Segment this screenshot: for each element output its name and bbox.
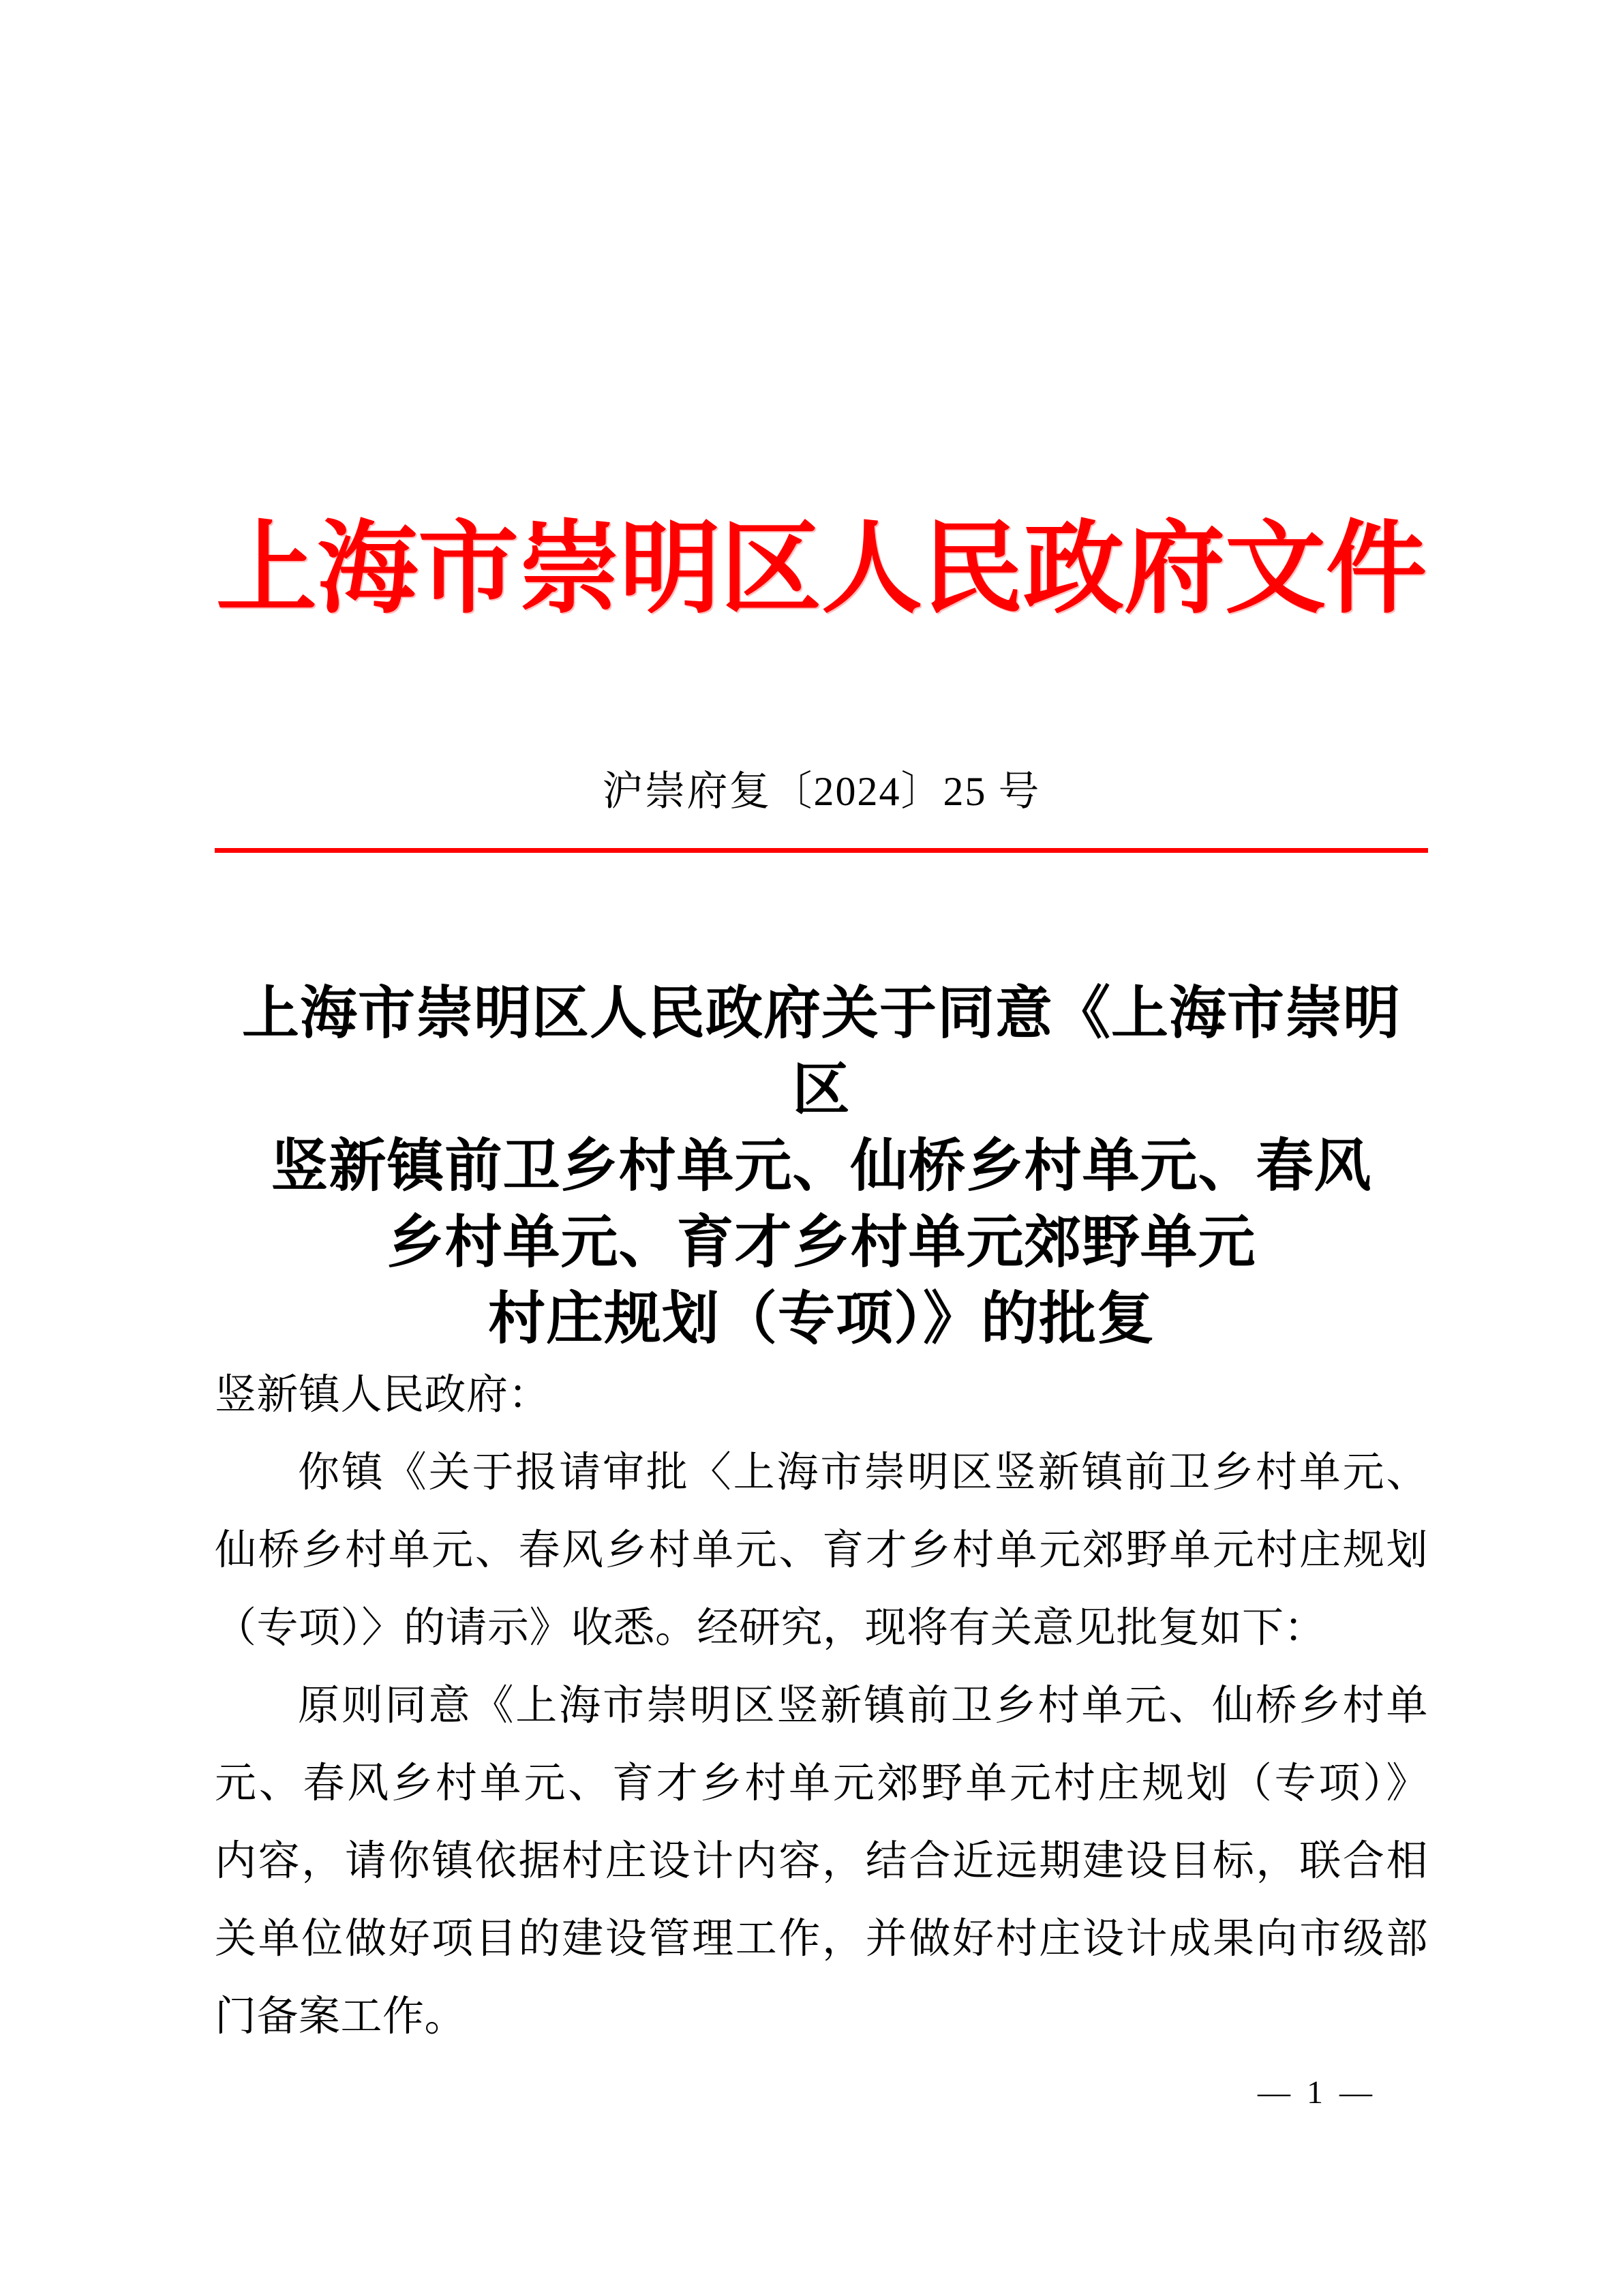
body-line: 门备案工作。 — [215, 1994, 467, 2040]
document-content — [215, 0, 1428, 2296]
red-separator-line — [215, 848, 1428, 853]
body-text — [215, 1357, 1428, 2056]
doc-number: 沪崇府复〔2024〕25 号 — [602, 769, 1041, 814]
document-title — [215, 976, 1428, 1358]
red-header-title: 上海市崇明区人民政府文件 — [216, 514, 1427, 626]
body-line: 竖新镇人民政府： — [215, 1372, 551, 1418]
document-title-line-1: 上海市崇明区人民政府关于同意《上海市崇明区 — [241, 982, 1401, 1122]
body-line: 你镇《关于报请审批〈上海市崇明区竖新镇前卫乡村单元、 — [298, 1450, 1428, 1496]
document-title-line-3: 乡村单元、育才乡村单元郊野单元 — [386, 1211, 1256, 1275]
body-line: 原则同意《上海市崇明区竖新镇前卫乡村单元、仙桥乡村单 — [298, 1683, 1428, 1729]
body-line: 关单位做好项目的建设管理工作，并做好村庄设计成果向市级部 — [215, 1916, 1428, 1962]
body-line: 内容，请你镇依据村庄设计内容，结合近远期建设目标，联合相 — [215, 1839, 1428, 1884]
page-number: — 1 — — [1258, 2074, 1376, 2111]
document-title-line-4: 村庄规划（专项）》的批复 — [487, 1288, 1155, 1351]
body-line: （专项）〉的请示》收悉。经研究，现将有关意见批复如下： — [215, 1605, 1326, 1651]
body-line: 仙桥乡村单元、春风乡村单元、育才乡村单元郊野单元村庄规划 — [215, 1528, 1428, 1573]
document-title-line-2: 竖新镇前卫乡村单元、仙桥乡村单元、春风 — [271, 1135, 1372, 1198]
body-line: 元、春风乡村单元、育才乡村单元郊野单元村庄规划（专项）》 — [215, 1761, 1428, 1807]
